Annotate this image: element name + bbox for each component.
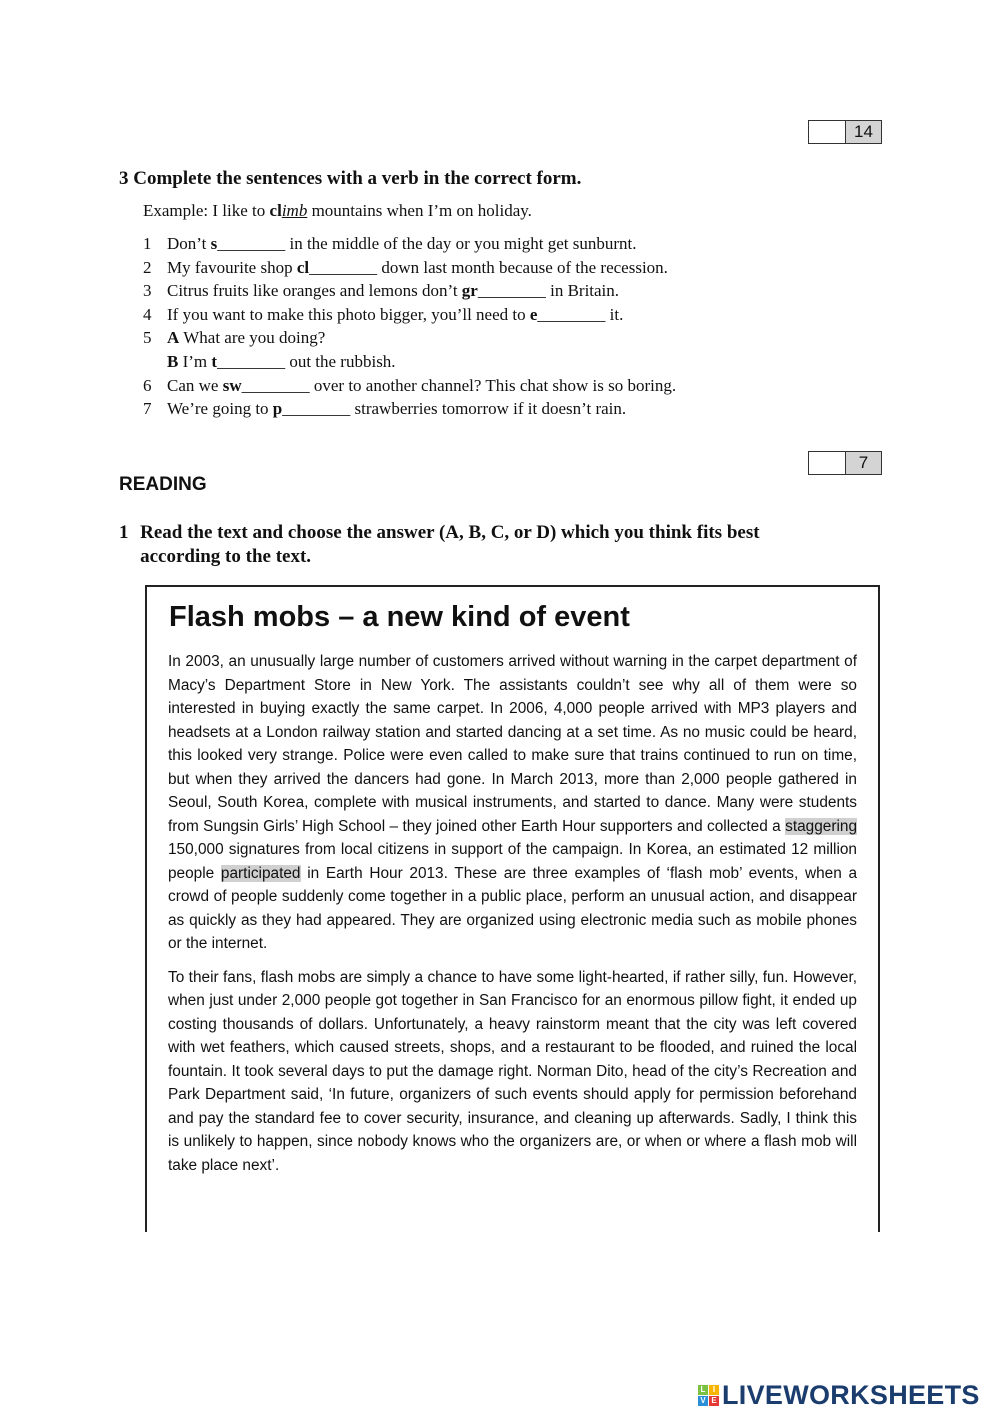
score-input[interactable]: [809, 121, 846, 143]
answer-blank[interactable]: ________: [477, 281, 546, 301]
paragraph-1: In 2003, an unusually large number of customers arrived without warning in the carpet department of Macy’s Department Store in New York. The assistants couldn’t see why all of them were so interested in buying exactly the same carpet. In 2006, 4,000 people arrived with MP3 players and headsets at a London railway station and started dancing at a set time. As no music could be heard, this looked very strange. Police were even called to make sure that trains continued to run on time, but when they arrived the dancers had gone. In March 2013, more than 2,000 people gathered in Seoul, South Korea, complete with musical instruments, and started to dance. Many were students from Sungsin Girls’ High School – they joined other Earth Hour supporters and collected a staggering 150,000 signatures from local citizens in support of the campaign. In Korea, an estimated 12 million people participated in Earth Hour 2013. These are three examples of ‘flash mob’ events, when a crowd of people suddenly come together in a public place, perform an unusual action, and disappear as quickly as they had appeared. They are organized using electronic media such as mobile phones or the internet.: [168, 653, 858, 952]
score-box-7: 7: [808, 451, 882, 475]
answer-blank[interactable]: ________: [217, 351, 286, 371]
article-title: Flash mobs – a new kind of event: [169, 601, 630, 633]
sentence-item: 7 We’re going to p________ strawberries tomorrow if it doesn’t rain.: [143, 399, 627, 419]
logo-tiles-icon: L I V E: [698, 1385, 719, 1406]
example-sentence: Example: I like to climb mountains when I’m on holiday.: [143, 201, 532, 220]
section-3-heading: 3 Complete the sentences with a verb in the correct form.: [119, 168, 582, 189]
sentence-list: [143, 232, 676, 421]
sentence-item: 6 Can we sw________ over to another channel? This chat show is so boring.: [143, 375, 677, 395]
reading-question-1: 1 Read the text and choose the answer (A, B, C, or D) which you think fits best according to the text.: [119, 522, 760, 567]
score-input[interactable]: [809, 452, 846, 474]
sentence-item: 1 Don’t s________ in the middle of the day or you might get sunburnt.: [143, 234, 637, 253]
answer-blank[interactable]: ________: [241, 375, 310, 395]
reading-text-box: [145, 585, 880, 1232]
sentence-item: 5 A What are you doing?: [143, 328, 326, 348]
highlighted-word: participated: [220, 864, 301, 882]
highlighted-word: staggering: [785, 817, 857, 835]
paragraph-2: To their fans, flash mobs are simply a chance to have some light-hearted, if rather silly, fun. However, when just under 2,000 people got together in San Francisco for an enormous pillow fight, it ended up costing thousands of dollars. Unfortunately, a heavy rainstorm meant that the city was left covered with wet feathers, which caused streets, shops, and a restaurant to be flooded, and ruined the local fountain. It took several days to put the damage right. Norman Dito, head of the city’s Recreation and Park Department said, ‘In future, organizers of such events should apply for permission beforehand and pay the standard fee to cover security, insurance, and cleaning up afterwards. Sadly, I think this is unlikely to happen, since nobody knows who the organizers are, or when or where a flash mob will take place next’.: [168, 968, 857, 1174]
answer-blank[interactable]: ________: [217, 234, 286, 253]
sentence-item: 3 Citrus fruits like oranges and lemons don’t gr________ in Britain.: [143, 281, 620, 301]
answer-blank[interactable]: ________: [537, 304, 606, 324]
score-box-14: 14: [808, 120, 882, 144]
reading-heading: READING: [119, 474, 207, 495]
sentence-item: B I’m t________ out the rubbish.: [167, 351, 396, 371]
answer-blank[interactable]: ________: [309, 257, 378, 277]
article-body: [168, 650, 857, 1187]
answer-blank[interactable]: ________: [282, 399, 351, 419]
sentence-item: 4 If you want to make this photo bigger, you’ll need to e________ it.: [143, 304, 624, 324]
sentence-item: 2 My favourite shop cl________ down last month because of the recession.: [143, 257, 668, 277]
liveworksheets-logo: L I V E LIVEWORKSHEETS: [698, 1380, 980, 1411]
